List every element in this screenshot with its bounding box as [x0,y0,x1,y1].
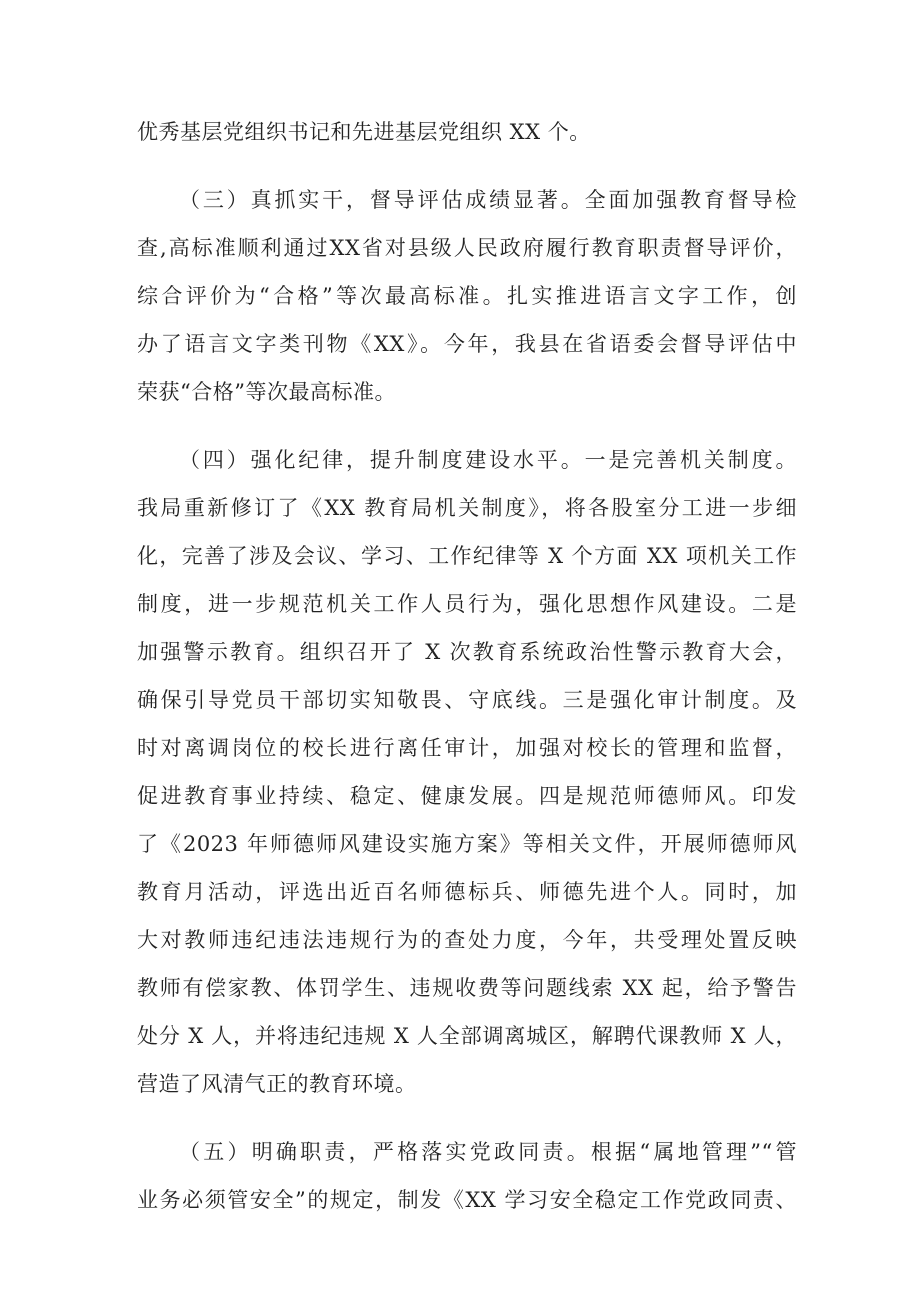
text-line: 时对离调岗位的校长进行离任审计，加强对校长的管理和监督， [137,736,797,760]
text-line: 了《2023 年师德师风建设实施方案》等相关文件，开展师德师风 [137,832,797,856]
text-line: 促进教育事业持续、稳定、健康发展。四是规范师德师风。印发 [137,784,797,808]
text-line: 制度，进一步规范机关工作人员行为，强化思想作风建设。二是 [137,592,797,616]
text-line: （五）明确职责，严格落实党政同责。根据“属地管理”“管 [179,1140,797,1164]
text-line: 加强警示教育。组织召开了 X 次教育系统政治性警示教育大会， [137,640,797,664]
text-line: 查,高标准顺利通过XX省对县级人民政府履行教育职责督导评价， [137,236,797,260]
paragraph-2 [137,176,797,416]
text-line: 优秀基层党组织书记和先进基层党组织 XX 个。 [137,120,591,144]
text-line: 处分 X 人，并将违纪违规 X 人全部调离城区，解聘代课教师 X 人， [137,1024,797,1048]
text-line: 业务必须管安全”的规定，制发《XX 学习安全稳定工作党政同责、 [137,1188,797,1212]
text-line: 化，完善了涉及会议、学习、工作纪律等 X 个方面 XX 项机关工作 [137,544,797,568]
paragraph-gap [137,1108,797,1128]
text-line: 荣获“合格”等次最高标准。 [137,380,396,404]
text-line: 教育月活动，评选出近百名师德标兵、师德先进个人。同时，加 [137,880,797,904]
paragraph-3 [137,436,797,1108]
text-line: 营造了风清气正的教育环境。 [137,1072,417,1096]
document-body [137,108,797,1224]
text-line: 确保引导党员干部切实知敬畏、守底线。三是强化审计制度。及 [137,688,797,712]
text-line: （四）强化纪律，提升制度建设水平。一是完善机关制度。 [179,448,797,472]
text-line: 大对教师违纪违法违规行为的查处力度，今年，共受理处置反映 [137,928,797,952]
text-line: 教师有偿家教、体罚学生、违规收费等问题线索 XX 起，给予警告 [137,976,797,1000]
text-line: 综合评价为“合格”等次最高标准。扎实推进语言文字工作，创 [137,284,797,308]
paragraph-gap [137,416,797,436]
paragraph-gap [137,156,797,176]
text-line: （三）真抓实干，督导评估成绩显著。全面加强教育督导检 [179,188,797,212]
text-line: 我局重新修订了《XX 教育局机关制度》，将各股室分工进一步细 [137,496,797,520]
paragraph-4 [137,1128,797,1224]
paragraph-1 [137,108,797,156]
text-line: 办了语言文字类刊物《XX》。今年，我县在省语委会督导评估中 [137,332,797,356]
